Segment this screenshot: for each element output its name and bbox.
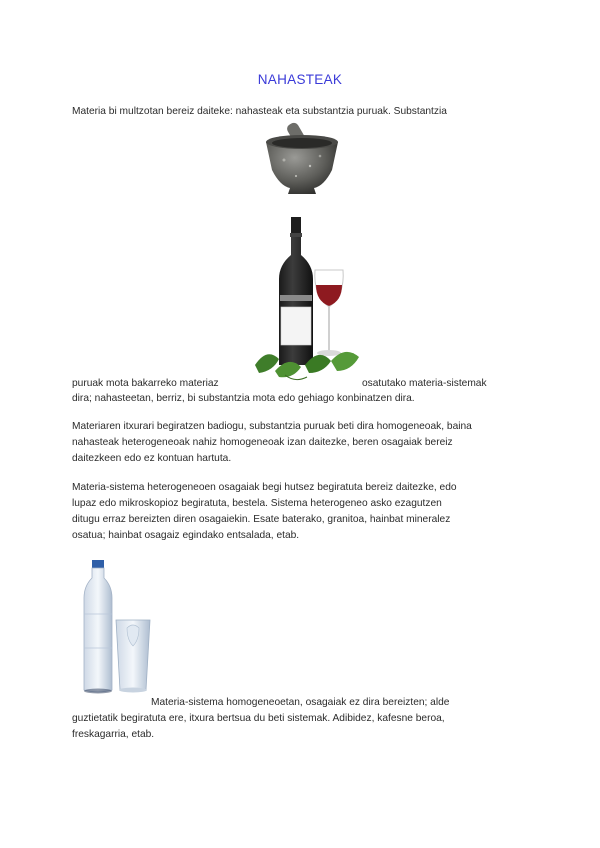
mortar-pestle-image [262,120,342,198]
water-bottle-glass-image [78,558,156,698]
paragraph-1-line-2-end: osatutako materia-sistemak [362,378,487,389]
paragraph-4-line-1: Materia-sistema homogeneoetan, osagaiak ez dira bereizten; alde [151,697,450,708]
page-title: NAHASTEAK [257,72,343,87]
paragraph-3-line-3: ditugu erraz bereizten diren osagaiekin. Esate baterako, granitoa, hainbat mineralez [72,514,451,525]
paragraph-1-line-1: Materia bi multzotan bereiz daiteke: nahasteak eta substantzia puruak. Substantzia [72,106,447,117]
paragraph-3-line-1: Materia-sistema heterogeneoen osagaiak begi hutsez begiratuta bereiz daitezke, edo [72,482,457,493]
paragraph-2-line-3: daitezkeen edo ez kontuan hartuta. [72,453,232,464]
paragraph-1-line-2-start: puruak mota bakarreko materiaz [72,378,219,389]
paragraph-3-line-2: lupaz edo mikroskopioz begiratuta, bestela. Sistema heterogeneo asko ezagutzen [72,498,442,509]
paragraph-3-line-4: osatua; hainbat osagaiz egindako entsalada, etab. [72,530,300,541]
wine-bottle-glass-image [245,215,365,385]
paragraph-2-line-2: nahasteak heterogeneoak nahiz homogeneoak izan daitezke, beren osagaiak bereiz [72,437,453,448]
paragraph-4-line-3: freskagarria, etab. [72,729,155,740]
paragraph-2-line-1: Materiaren itxurari begiratzen badiogu, substantzia puruak beti dira homogeneoak, baina [72,421,472,432]
paragraph-4-line-2: guztietatik begiratuta ere, itxura bertsua du beti sistemak. Adibidez, kafesne beroa, [72,713,445,724]
paragraph-1-line-3: dira; nahasteetan, berriz, bi substantzia mota edo gehiago konbinatzen dira. [72,393,415,404]
